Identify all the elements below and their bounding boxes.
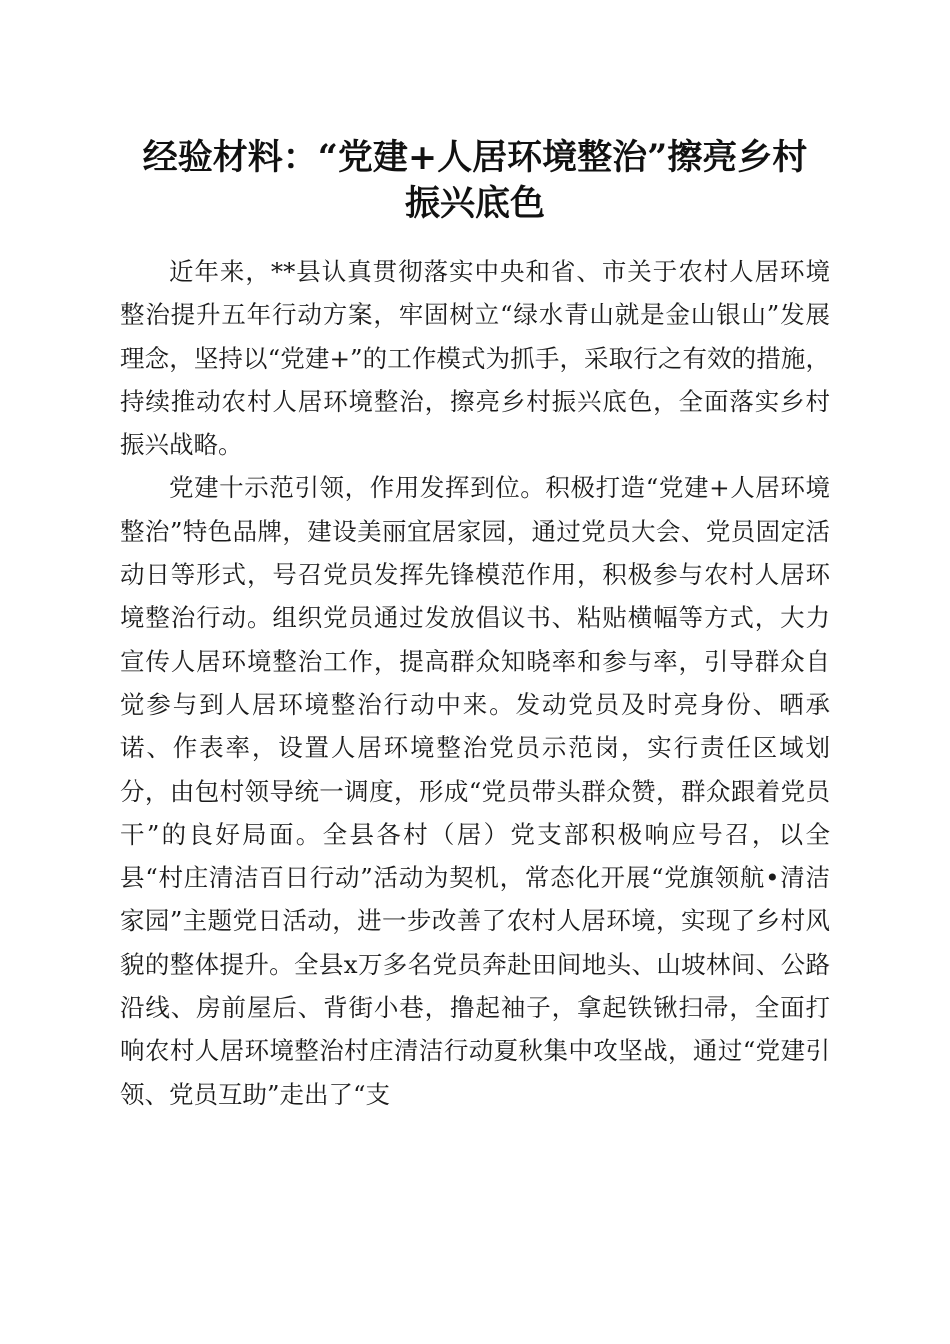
document-title-line-2: 振兴底色: [404, 183, 545, 224]
document-title-line-1: 经验材料：“党建+人居环境整治”擦亮乡村: [142, 137, 808, 178]
paragraph-intro: 近年来，**县认真贯彻落实中央和省、市关于农村人居环境整治提升五年行动方案，牢固树立“绿水青山就是金山银山”发展理念，坚持以“党建+”的工作模式为抓手，采取行之有效的措施，持续推动农村人居环境整治，擦亮乡村振兴底色，全面落实乡村振兴战略。: [120, 257, 830, 460]
document-title: [90, 135, 860, 227]
document-body: [120, 250, 830, 1116]
paragraph-party-building: 党建十示范引领，作用发挥到位。积极打造“党建+人居环境整治”特色品牌，建设美丽宜居家园，通过党员大会、党员固定活动日等形式，号召党员发挥先锋模范作用，积极参与农村人居环境整治行动。组织党员通过发放倡议书、粘贴横幅等方式，大力宣传人居环境整治工作，提高群众知晓率和参与率，引导群众自觉参与到人居环境整治行动中来。发动党员及时亮身份、晒承诺、作表率，设置人居环境整治党员示范岗，实行责任区域划分，由包村领导统一调度，形成“党员带头群众赞，群众跟着党员干”的良好局面。全县各村（居）党支部积极响应号召，以全县“村庄清洁百日行动”活动为契机，常态化开展“党旗领航•清洁家园”主题党日活动，进一步改善了农村人居环境，实现了乡村风貌的整体提升。全县x万多名党员奔赴田间地头、山坡林间、公路沿线、房前屋后、背街小巷，撸起袖子，拿起铁锹扫帚，全面打响农村人居环境整治村庄清洁行动夏秋集中攻坚战，通过“党建引领、党员互助”走出了“支: [120, 473, 830, 1109]
